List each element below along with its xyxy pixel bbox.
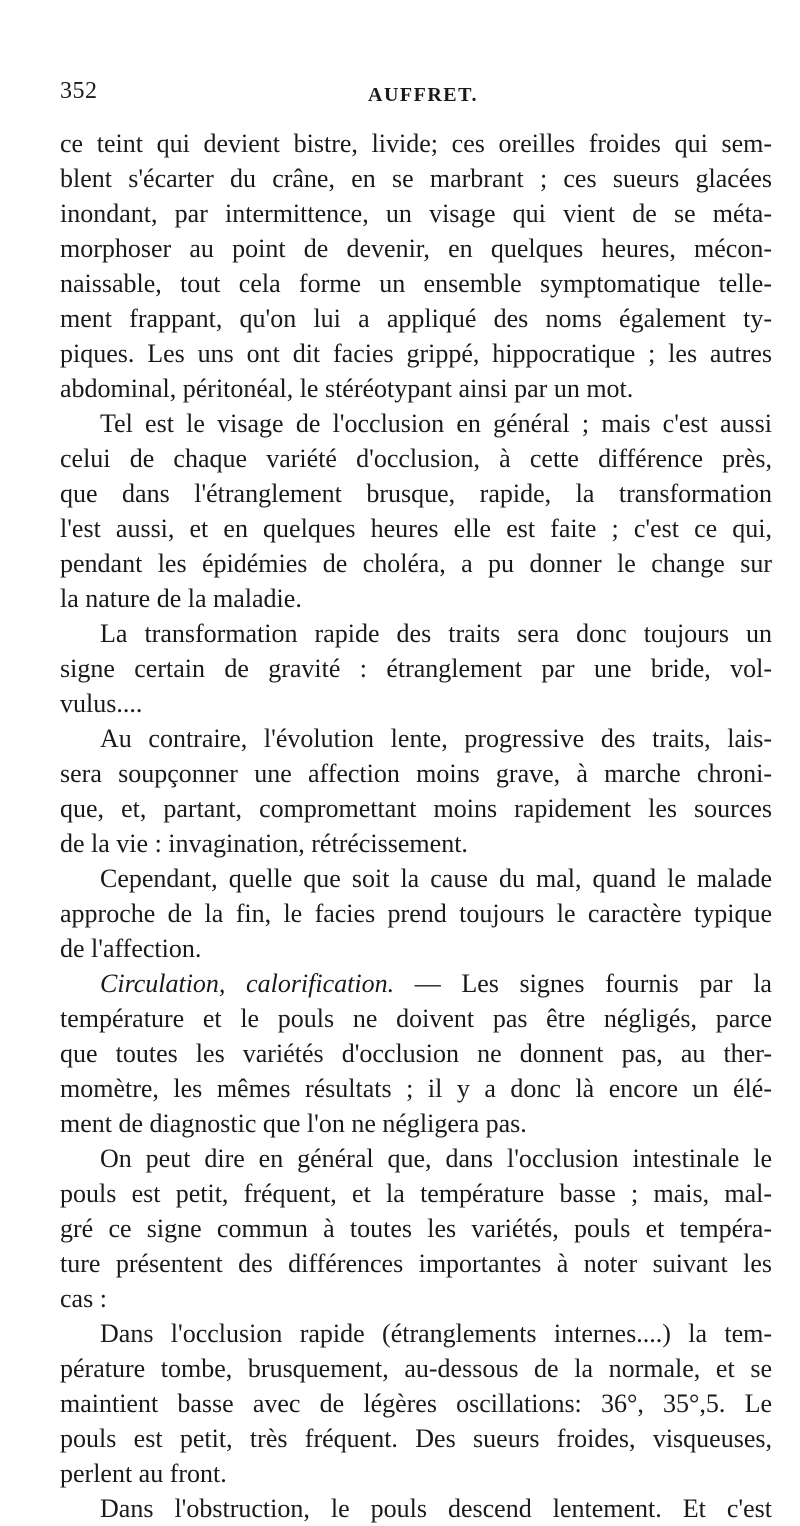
text-line [60, 966, 772, 1001]
text-line [60, 791, 772, 826]
text-line [60, 1001, 772, 1036]
line-text: perlent au front. [60, 1459, 227, 1488]
text-line [60, 1456, 772, 1491]
line-text: de la vie : invagination, rétrécissement. [60, 829, 468, 858]
line-text: cas : [60, 1284, 107, 1313]
text-line [60, 406, 772, 441]
text-line [60, 1176, 772, 1211]
line-text: naissable, tout cela forme un ensemble symptomatique telle- [60, 269, 772, 298]
line-text: Dans l'obstruction, le pouls descend lentement. Et c'est [100, 1494, 772, 1523]
text-line [60, 266, 772, 301]
line-text: la nature de la maladie. [60, 584, 302, 613]
line-text: que toutes les variétés d'occlusion ne donnent pas, au ther- [60, 1039, 772, 1068]
text-line [60, 581, 772, 616]
line-text: pendant les épidémies de choléra, a pu donner le change sur [60, 549, 772, 578]
text-line [60, 1211, 772, 1246]
text-line [60, 441, 772, 476]
line-text: pérature tombe, brusquement, au-dessous de la normale, et se [60, 1354, 772, 1383]
text-line [60, 1491, 772, 1526]
text-line [60, 931, 772, 966]
text-line [60, 196, 772, 231]
text-line [60, 1106, 772, 1141]
body-text [60, 126, 772, 1526]
text-line [60, 1281, 772, 1316]
page-header [60, 78, 770, 112]
line-text: piques. Les uns ont dit facies grippé, hippocratique ; les autres [60, 339, 772, 368]
text-line [60, 686, 772, 721]
text-line [60, 511, 772, 546]
text-line [60, 651, 772, 686]
line-text: blent s'écarter du crâne, en se marbrant ; ces sueurs glacées [60, 164, 772, 193]
text-line [60, 126, 772, 161]
page-number: 352 [60, 78, 98, 104]
line-text: ture présentent des différences importantes à noter suivant les [60, 1249, 772, 1278]
line-text: morphoser au point de devenir, en quelques heures, mécon- [60, 234, 772, 263]
line-text: signe certain de gravité : étranglement par une bride, vol- [60, 654, 772, 683]
line-text: que, et, partant, compromettant moins rapidement les sources [60, 794, 772, 823]
text-line [60, 616, 772, 651]
running-head: AUFFRET. [368, 84, 478, 106]
line-text: Tel est le visage de l'occlusion en général ; mais c'est aussi [100, 409, 772, 438]
line-text: Cependant, quelle que soit la cause du mal, quand le malade [100, 864, 772, 893]
text-line [60, 721, 772, 756]
line-text: vulus.... [60, 689, 143, 718]
line-text: Au contraire, l'évolution lente, progressive des traits, lais- [100, 724, 772, 753]
section-heading: Circulation, calorification. [100, 969, 395, 998]
line-text: pouls est petit, fréquent, et la température basse ; mais, mal- [60, 1179, 772, 1208]
text-line [60, 476, 772, 511]
line-text: abdominal, péritonéal, le stéréotypant ainsi par un mot. [60, 374, 634, 403]
line-text: ment frappant, qu'on lui a appliqué des noms également ty- [60, 304, 772, 333]
text-line [60, 1071, 772, 1106]
line-text: de l'affection. [60, 934, 202, 963]
text-line [60, 546, 772, 581]
text-line [60, 301, 772, 336]
line-text: température et le pouls ne doivent pas être négligés, parce [60, 1004, 772, 1033]
text-line [60, 336, 772, 371]
line-text: pouls est petit, très fréquent. Des sueurs froides, visqueuses, [60, 1424, 772, 1453]
line-text: — Les signes fournis par la [394, 969, 772, 998]
line-text: On peut dire en général que, dans l'occlusion intestinale le [100, 1144, 772, 1173]
text-line [60, 1141, 772, 1176]
text-line [60, 896, 772, 931]
line-text: gré ce signe commun à toutes les variétés, pouls et tempéra- [60, 1214, 772, 1243]
text-line [60, 1246, 772, 1281]
text-line [60, 371, 772, 406]
line-text: l'est aussi, et en quelques heures elle est faite ; c'est ce qui, [60, 514, 772, 543]
text-line [60, 1316, 772, 1351]
text-line [60, 756, 772, 791]
text-line [60, 161, 772, 196]
line-text: momètre, les mêmes résultats ; il y a donc là encore un élé- [60, 1074, 772, 1103]
line-text: Dans l'occlusion rapide (étranglements internes....) la tem- [100, 1319, 772, 1348]
line-text: La transformation rapide des traits sera donc toujours un [100, 619, 772, 648]
line-text: que dans l'étranglement brusque, rapide, la transformation [60, 479, 772, 508]
line-text: ce teint qui devient bistre, livide; ces oreilles froides qui sem- [60, 129, 772, 158]
line-text: approche de la fin, le facies prend toujours le caractère typique [60, 899, 772, 928]
text-line [60, 1421, 772, 1456]
text-line [60, 231, 772, 266]
line-text: maintient basse avec de légères oscillations: 36°, 35°,5. Le [60, 1389, 772, 1418]
text-line [60, 1351, 772, 1386]
text-line [60, 861, 772, 896]
text-line [60, 826, 772, 861]
line-text: ment de diagnostic que l'on ne négligera pas. [60, 1109, 527, 1138]
text-line [60, 1386, 772, 1421]
text-line [60, 1036, 772, 1071]
line-text: inondant, par intermittence, un visage qui vient de se méta- [60, 199, 772, 228]
line-text: sera soupçonner une affection moins grave, à marche chroni- [60, 759, 772, 788]
line-text: celui de chaque variété d'occlusion, à cette différence près, [60, 444, 772, 473]
